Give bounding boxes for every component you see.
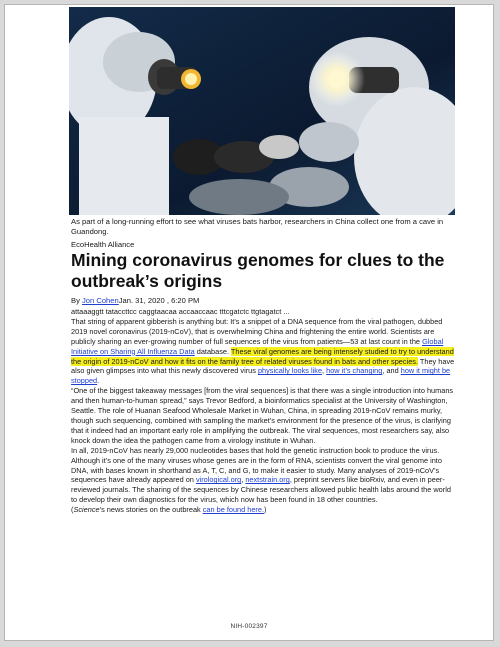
- science-title: Science: [73, 505, 100, 515]
- virological-link[interactable]: virological.org: [195, 475, 242, 485]
- byline-prefix: By: [71, 296, 82, 305]
- physically-looks-like-link[interactable]: physically looks like: [257, 366, 323, 376]
- paragraph-intro: [71, 317, 455, 386]
- gisaid-link[interactable]: Global Initiative on Sharing All Influenza Data: [71, 336, 444, 356]
- paragraph-text: ,: [241, 475, 246, 485]
- paragraph-text: ): [264, 505, 267, 515]
- author-link[interactable]: Jon Cohen: [81, 296, 119, 305]
- document-page: [4, 4, 494, 641]
- photo-credit: EcoHealth Alliance: [71, 240, 135, 249]
- publish-date: Jan. 31, 2020 , 6:20 PM: [118, 296, 200, 305]
- news-stories-link[interactable]: can be found here.: [202, 505, 264, 515]
- paragraph-text: In all, 2019-nCoV has nearly 29,000 nucleotides bases that hold the genetic instruction book to produce the virus. Although it’s one of the many viruses whose genes are in the form of RNA, scientists convert the viral genome into DNA, with bases known in shorthand as A, T, C, and G, to make it easier to study. Many analyses of 2019-nCoV’s sequences have already appeared on: [71, 445, 442, 485]
- paragraph-text: They have also given glimpses into what this newly discovered virus: [71, 356, 455, 376]
- how-it-might-be-stopped-link[interactable]: how it might be stopped: [71, 366, 451, 386]
- article-body: [71, 307, 455, 515]
- highlighted-text: These viral genomes are being intensely studied to try to understand the origin of 2019-nCoV and how it fits on the family tree of related viruses found in bats and other species.: [71, 346, 454, 366]
- paragraph-text: ’s news stories on the outbreak: [99, 505, 203, 515]
- how-its-changing-link[interactable]: how it’s changing: [326, 366, 383, 376]
- article-headline: Mining coronavirus genomes for clues to the outbreak’s origins: [71, 250, 445, 291]
- paragraph-text: .: [97, 376, 100, 386]
- paragraph-sequence: attaaaggtt tataccttcc caggtaacaa accaaccaac tttcgatctc ttgtagatct ...: [71, 307, 290, 316]
- paragraph-news-stories: [71, 505, 455, 515]
- paragraph-genome: [71, 446, 455, 505]
- photo-caption: As part of a long-running effort to see what viruses bats harbor, researchers in China collect one from a cave in Guandong.: [71, 217, 444, 236]
- paragraph-text: ,: [322, 366, 327, 376]
- article-photo: [69, 7, 455, 215]
- paragraph-text: , preprint servers like bioRxiv, and even in peer-reviewed journals. The sharing of the sequences by Chinese researchers allowed public health labs around the world to develop their own diagnostics for the virus, which now has been found in 18 other countries.: [71, 475, 451, 505]
- paragraph-text: , and: [382, 366, 401, 376]
- paragraph-bedford-quote: “One of the biggest takeaway messages [from the viral sequences] is that there was a single introduction into humans and then human-to-human spread,” says Trevor Bedford, a bioinformatics specialist at the University of Washington, Seattle. The role of Huanan Seafood Wholesale Market in Wuhan, China, in spreading 2019-nCoV remains murky, though such sequencing, combined with sampling the market’s environment for the presence of the virus, is clarifying that it indeed had an important early role in amplifying the outbreak. The viral sequences, most researchers say, also knock down the idea the pathogen came from a virology institute in Wuhan.: [71, 386, 454, 445]
- paragraph-text: database.: [194, 346, 231, 356]
- cave-research-photo: [69, 7, 455, 215]
- paragraph-text: That string of apparent gibberish is anything but: It’s a snippet of a DNA sequence from the viral pathogen, dubbed 2019 novel coronavirus (2019-nCoV), that is overwhelming China and frightening the entire world. Scientists are publicly sharing an ever-growing number of full sequences of the virus from patients—53 at last count in the: [71, 316, 443, 346]
- bates-number: NIH-002397: [230, 623, 268, 630]
- paragraph-text: (: [71, 505, 74, 515]
- nextstrain-link[interactable]: nextstrain.org: [245, 475, 290, 485]
- byline: [71, 296, 199, 305]
